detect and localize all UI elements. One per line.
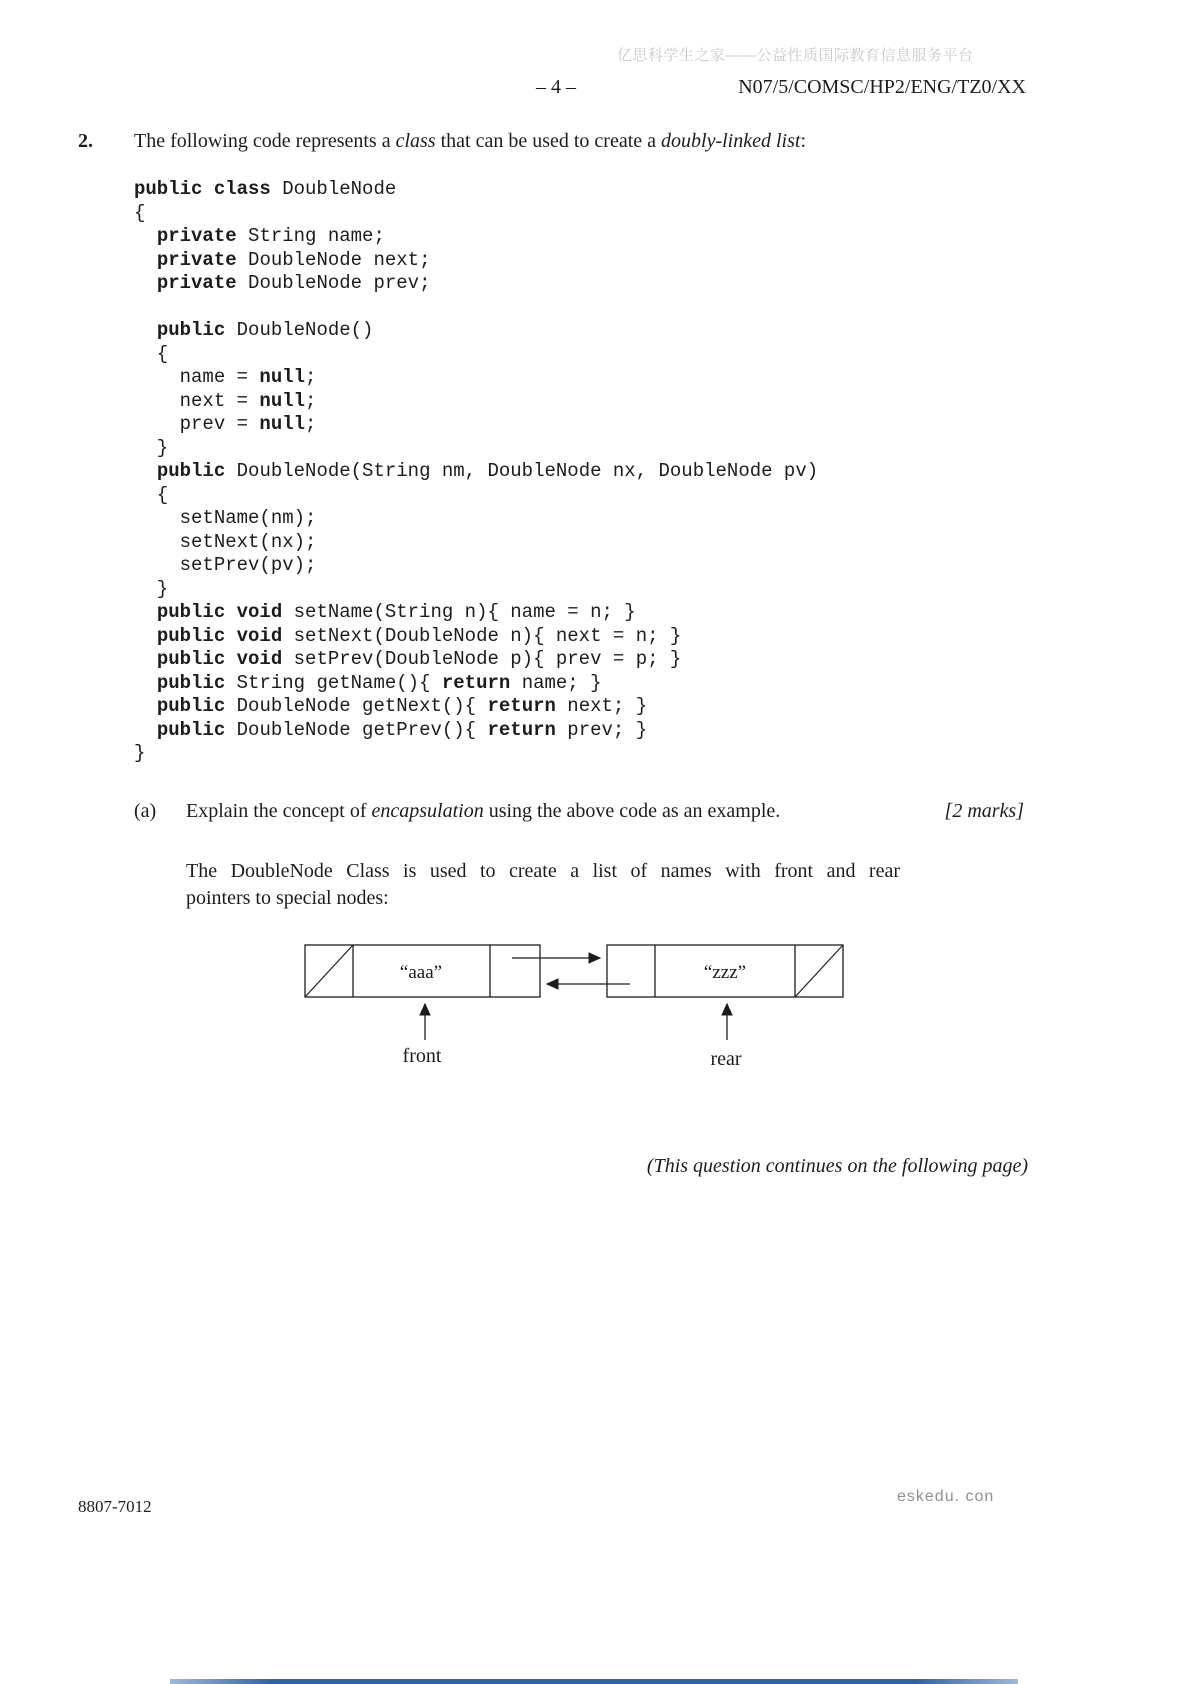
code-line: private String name;	[156, 225, 385, 247]
question-2	[78, 128, 1028, 154]
code-line: setPrev(pv);	[134, 554, 317, 576]
marks-label: [2 marks]	[944, 800, 1024, 822]
part-a-label: (a)	[134, 800, 157, 822]
continuation-note: (This question continues on the following page)	[646, 1155, 1028, 1177]
paper-code: N07/5/COMSC/HP2/ENG/TZ0/XX	[738, 76, 1026, 98]
watermark-text: 亿思科学生之家——公益性质国际教育信息服务平台	[617, 47, 974, 64]
description-line-2: pointers to special nodes:	[186, 887, 389, 909]
part-a-text: Explain the concept of encapsulation using the above code as an example.	[186, 800, 781, 822]
code-line: private DoubleNode prev;	[156, 272, 431, 294]
paper-serial-number: 8807-7012	[78, 1497, 152, 1516]
code-line: {	[134, 201, 146, 224]
question-number: 2.	[78, 130, 93, 152]
linked-list-diagram	[280, 938, 880, 1083]
null-next-slash	[795, 945, 843, 997]
description-line-1: The DoubleNode Class is used to create a list of names with front and rear	[186, 860, 900, 882]
site-watermark: eskedu. con	[897, 1488, 995, 1505]
code-line: public void setNext(DoubleNode n){ next = n; }	[156, 624, 682, 647]
code-line: public class DoubleNode	[134, 178, 397, 200]
code-line: setName(nm);	[134, 507, 317, 529]
code-line: next = null;	[134, 389, 317, 412]
code-line: }	[134, 577, 169, 600]
code-line: public void setPrev(DoubleNode p){ prev = p; }	[156, 648, 682, 670]
code-line: public DoubleNode getNext(){ return next; }	[156, 695, 648, 717]
code-line	[134, 296, 818, 320]
front-label: front	[402, 1045, 442, 1067]
code-line: public DoubleNode()	[156, 319, 374, 341]
code-line: }	[134, 742, 146, 764]
rear-node-value: “zzz”	[703, 962, 747, 983]
rear-node	[607, 945, 843, 997]
code-line: public String getName(){ return name; }	[156, 671, 602, 694]
code-line: public DoubleNode(String nm, DoubleNode nx, DoubleNode pv)	[156, 460, 819, 482]
code-line: {	[134, 342, 169, 365]
code-line: public void setName(String n){ name = n; }	[156, 601, 636, 623]
code-block	[134, 178, 818, 766]
code-line: prev = null;	[134, 413, 317, 435]
question-intro: The following code represents a class that can be used to create a doubly-linked list:	[134, 130, 807, 152]
rear-label: rear	[710, 1048, 742, 1070]
bottom-edge-bar	[170, 1679, 1018, 1684]
code-line: private DoubleNode next;	[156, 248, 431, 271]
question-part-a	[134, 798, 1024, 824]
page-number: – 4 –	[536, 76, 576, 98]
description-paragraph	[186, 858, 900, 912]
code-line: }	[134, 436, 169, 459]
code-line: public DoubleNode getPrev(){ return prev; }	[156, 718, 648, 741]
code-line: setNext(nx);	[134, 530, 317, 553]
front-node	[305, 945, 540, 997]
null-prev-slash	[305, 945, 353, 997]
code-line: {	[134, 483, 169, 506]
code-line: name = null;	[134, 366, 317, 388]
front-node-value: “aaa”	[399, 962, 443, 983]
